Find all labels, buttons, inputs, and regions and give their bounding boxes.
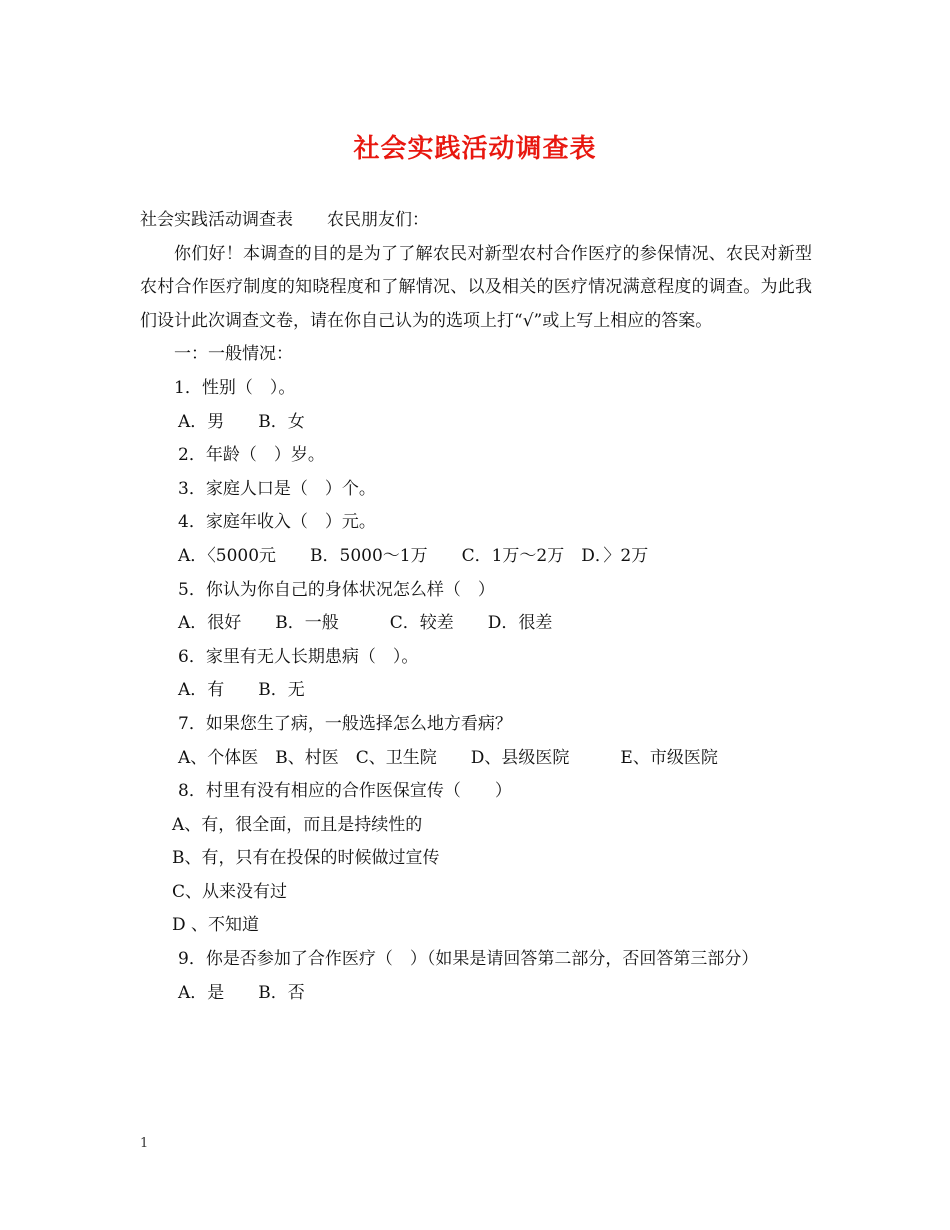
question-7: 7．如果您生了病，一般选择怎么地方看病？: [178, 713, 512, 734]
document-title: 社会实践活动调查表: [353, 134, 597, 164]
question-2: 2．年龄（ ）岁。: [178, 445, 325, 466]
question-3: 3．家庭人口是（ ）个。: [178, 478, 376, 499]
question-4: 4．家庭年收入（ ）元。: [178, 512, 376, 533]
page-number: 1: [140, 1136, 149, 1151]
question-5: 5．你认为你自己的身体状况怎么样（ ）: [178, 579, 495, 600]
question-1-options: A．男 B．女: [178, 411, 305, 432]
question-8: 8．村里有没有相应的合作医保宣传（ ）: [178, 781, 512, 802]
question-9: 9．你是否参加了合作医疗（ ）（如果是请回答第二部分，否回答第三部分）: [178, 949, 759, 970]
question-7-options: A、个体医 B、村医 C、卫生院 D、县级医院 E、市级医院: [178, 747, 718, 768]
question-8-option-b: B、有，只有在投保的时候做过宣传: [172, 848, 440, 869]
question-6: 6．家里有无人长期患病（ ）。: [178, 646, 419, 667]
question-9-options: A．是 B．否: [178, 982, 305, 1003]
question-6-options: A．有 B．无: [178, 680, 305, 701]
question-4-options: A．〈5000元 B．5000～1万 C．1万～2万 D．〉2万: [178, 545, 649, 566]
question-8-option-c: C、从来没有过: [172, 881, 288, 902]
header-line: 社会实践活动调查表 农民朋友们：: [140, 210, 429, 230]
document-body: [140, 204, 812, 1010]
question-8-option-d: D 、不知道: [172, 915, 260, 936]
section-heading: 一：一般情况：: [174, 344, 293, 365]
question-8-option-a: A、有，很全面，而且是持续性的: [172, 814, 423, 835]
intro-paragraph: 你们好！本调查的目的是为了了解农民对新型农村合作医疗的参保情况、农民对新型农村合作医疗制度的知晓程度和了解情况、以及相关的医疗情况满意程度的调查。为此我们设计此次调查文卷，请在你自己认为的选项上打“√”或上写上相应的答案。: [140, 243, 812, 331]
question-1: 1．性别（ ）。: [174, 377, 296, 398]
question-5-options: A．很好 B．一般 C．较差 D．很差: [178, 613, 553, 634]
